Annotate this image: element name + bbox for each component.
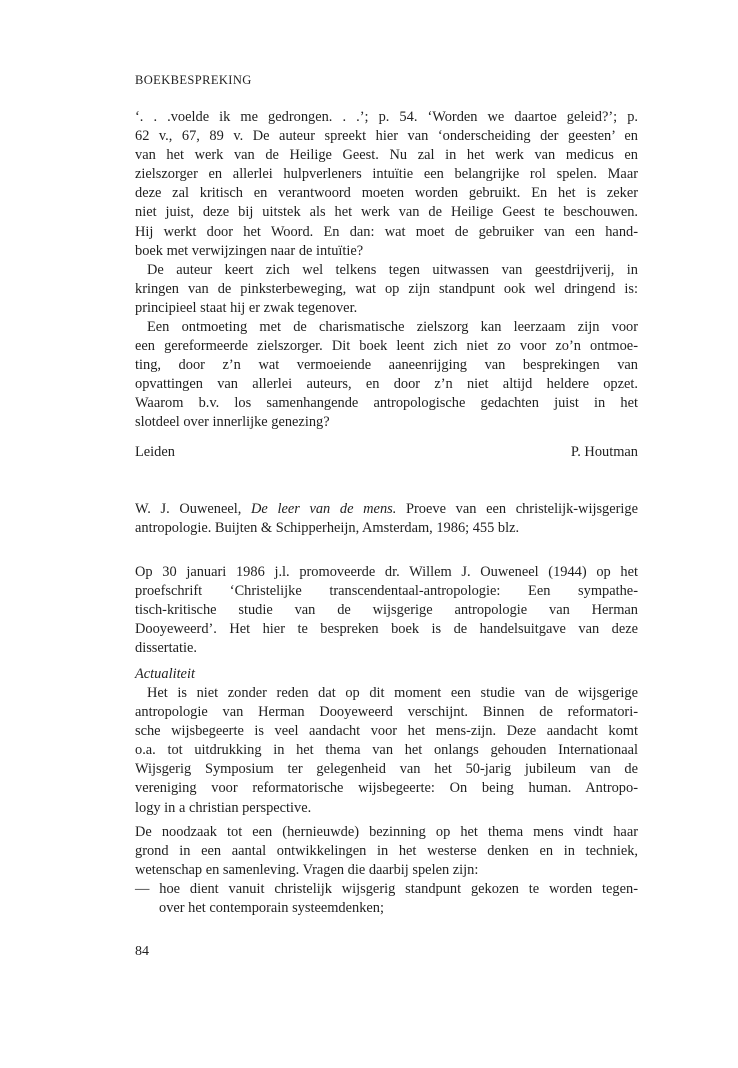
list-item-continuation: over het contemporain systeemdenken;: [159, 900, 384, 917]
section-subheading: Actualiteit: [135, 666, 195, 682]
text-line: boek met verwijzingen naar de intuïtie?: [135, 242, 364, 259]
text-line: slotdeel over innerlijke genezing?: [135, 414, 330, 431]
text-line: antropologie van Herman Dooyeweerd verschijnt. Binnen de reformatori-: [135, 704, 638, 721]
text-line: Het is niet zonder reden dat op dit moment een studie van de wijsgerige: [147, 685, 638, 701]
review2-intro: [135, 563, 638, 658]
text-line: vereniging voor reformatorische wijsbegeerte: On being human. Antropo-: [135, 780, 638, 797]
text-line: zielszorger en allerlei hulpverleners intuïtie een belangrijke rol spelen. Maar: [135, 166, 638, 183]
text-line: Wijsgerig Symposium ter gelegenheid van het 50-jarig jubileum van de: [135, 761, 638, 778]
reviewer-name: P. Houtman: [570, 444, 638, 460]
citation-author: W. J. Ouweneel,: [135, 501, 242, 517]
text-line: sche wijsbegeerte is veel aandacht voor het mens-zijn. Deze aandacht komt: [135, 723, 638, 740]
text-line: tisch-kritische studie van de wijsgerige antropologie van Herman: [135, 602, 638, 619]
review1-paragraph-3: [135, 318, 638, 433]
text-line: De noodzaak tot een (hernieuwde) bezinning op het thema mens vindt haar: [135, 824, 638, 840]
text-line: niet juist, deze bij uitstek als het werk van de Heilige Geest te beschouwen.: [135, 204, 638, 221]
citation-title: De leer van de mens.: [251, 501, 397, 517]
text-line: dissertatie.: [135, 640, 197, 657]
text-line: Een ontmoeting met de charismatische zielszorg kan leerzaam zijn voor: [147, 319, 638, 335]
text-line: kringen van de pinksterbeweging, wat op zijn standpunt ook wel dringend is:: [135, 281, 638, 298]
text-line: opvattingen van allerlei auteurs, en door z’n niet altijd heldere opzet.: [135, 376, 638, 393]
actualiteit-paragraph: [135, 684, 638, 818]
review1-paragraph-1: [135, 108, 638, 261]
text-line: De auteur keert zich wel telkens tegen uitwassen van geestdrijverij, in: [147, 262, 638, 278]
text-line: logy in a christian perspective.: [135, 799, 312, 816]
running-head: BOEKBESPREKING: [135, 73, 252, 87]
page-number: 84: [135, 944, 149, 959]
review-signature: [135, 444, 638, 461]
text-line: deze zal kritisch en verantwoord moeten worden gebruikt. En het is zeker: [135, 185, 638, 202]
text-line: ‘. . .voelde ik me gedrongen. . .’; p. 54. ‘Worden we daartoe geleid?’; p.: [135, 109, 638, 125]
text-line: o.a. tot uitdrukking in het thema van het onlangs gehouden Internationaal: [135, 742, 638, 759]
text-line: proefschrift ‘Christelijke transcendentaal-antropologie: Een sympathe-: [135, 583, 638, 600]
citation-line: antropologie. Buijten & Schipperheijn, Amsterdam, 1986; 455 blz.: [135, 520, 520, 537]
noodzaak-paragraph: [135, 823, 638, 918]
text-line: 62 v., 67, 89 v. De auteur spreekt hier van ‘onderscheiding der geesten’ en: [135, 128, 638, 145]
text-line: ting, door z’n wat vermoeiende aaneenrijging van besprekingen van: [135, 357, 638, 374]
text-line: wetenschap en samenleving. Vragen die daarbij spelen zijn:: [135, 862, 479, 879]
citation-line: [135, 500, 638, 519]
text-line: grond in een aantal ontwikkelingen in het westerse denken en in techniek,: [135, 843, 638, 860]
citation-subtitle: Proeve van een christelijk-wijsgerige: [406, 501, 638, 517]
text-line: van het werk van de Heilige Geest. Nu zal in het werk van medicus en: [135, 147, 638, 164]
text-line: Op 30 januari 1986 j.l. promoveerde dr. Willem J. Ouweneel (1944) op het: [135, 564, 638, 580]
review-place: Leiden: [135, 444, 175, 460]
text-line: Waarom b.v. los samenhangende antropologische gedachten juist in het: [135, 395, 638, 412]
text-line: een gereformeerde zielszorger. Dit boek leent zich niet zo voor zo’n ontmoe-: [135, 338, 638, 355]
text-line: principieel staat hij er zwak tegenover.: [135, 300, 358, 317]
list-item: — hoe dient vanuit christelijk wijsgerig standpunt gekozen te worden tegen-: [135, 881, 638, 898]
book-citation: [135, 500, 638, 538]
text-line: Hij werkt door het Woord. En dan: wat moet de gebruiker van een hand-: [135, 223, 638, 240]
review1-paragraph-2: [135, 261, 638, 318]
text-line: Dooyeweerd’. Het hier te bespreken boek is de handelsuitgave van deze: [135, 621, 638, 638]
